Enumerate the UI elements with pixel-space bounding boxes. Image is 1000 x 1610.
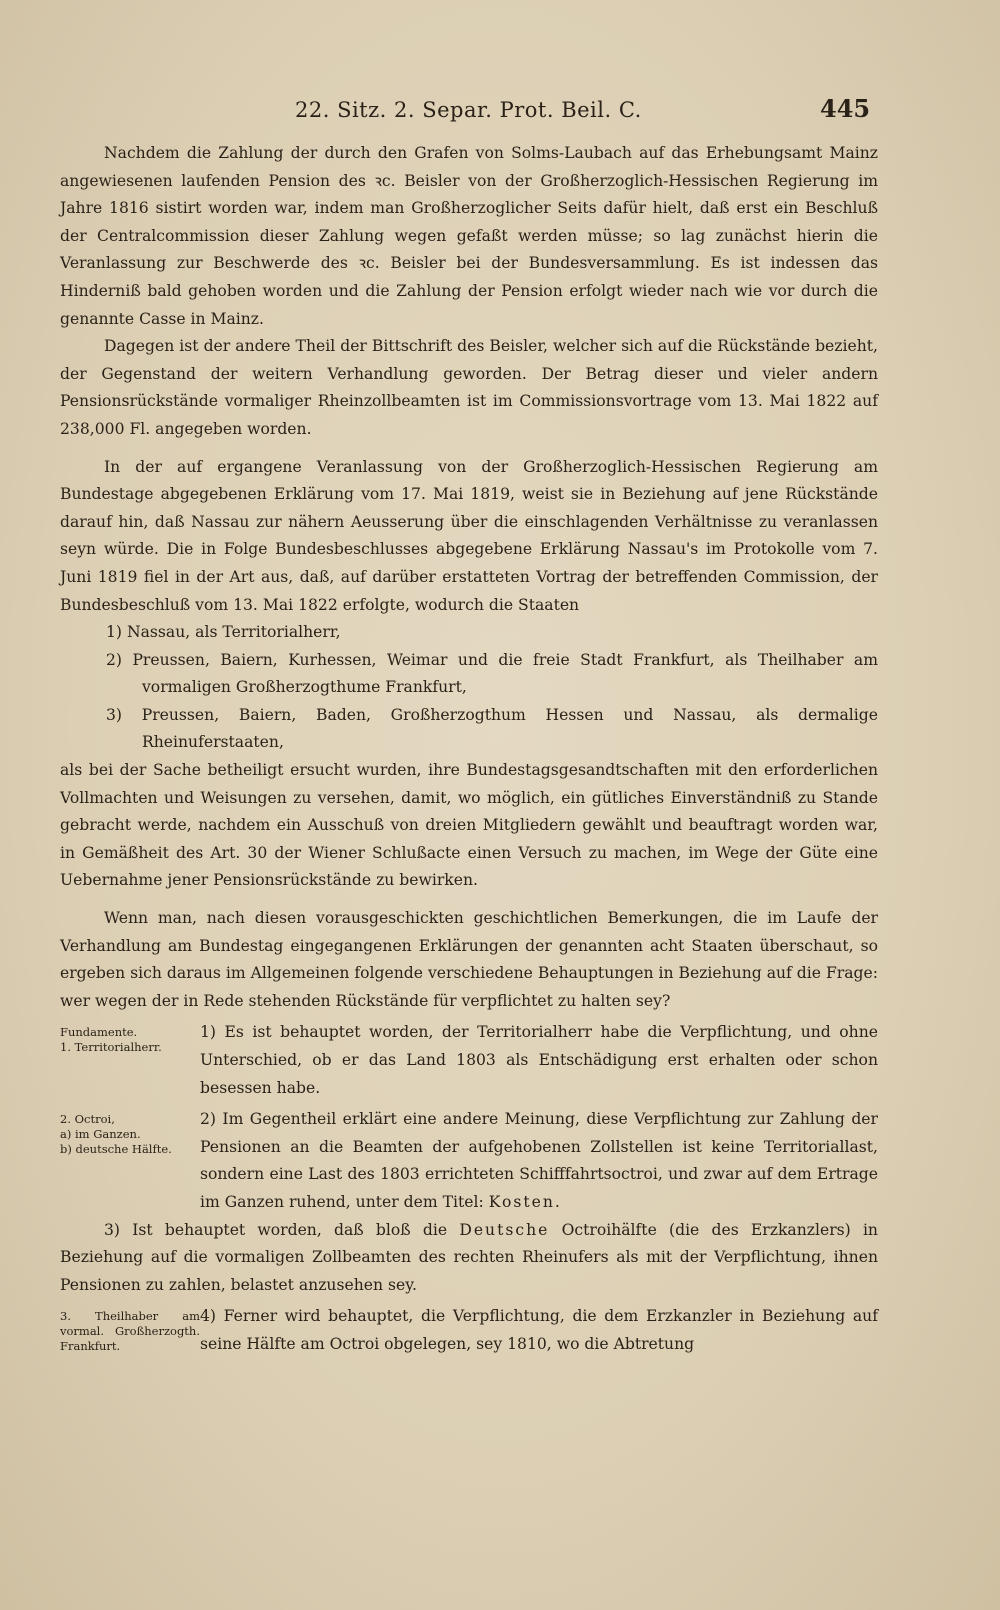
claim-4-block [60,1303,878,1358]
states-list [60,619,878,757]
claim-2-title: Kosten. [488,1192,562,1211]
margin-note-1: Fundamente. 1. Territorialherr. [60,1025,162,1055]
claim-1-text: 1) Es ist behauptet worden, der Territorialherr habe die Verpflichtung, und ohne Unterschied, ob er das Land 1803 als Entschädigung erst erhalten oder schon besessen habe. [200,1023,878,1097]
margin-note-3: 3. Theilhaber am vormal. Großherzogth. Frankfurt. [60,1309,200,1354]
claim-2-block [60,1106,878,1216]
list-item: 2) Preussen, Baiern, Kurhessen, Weimar und die freie Stadt Frankfurt, als Theilhaber am vormaligen Großherzogthume Frankfurt, [106,650,878,697]
paragraph-3: In der auf ergangene Veranlassung von der Großherzoglich-Hessischen Regierung am Bundestage abgegebenen Erklärung vom 17. Mai 1819, weist sie in Beziehung auf jene Rückstände darauf hin, daß Nassau zur nähern Aeusserung über die einschlagenden Verhältnisse zu veranlassen seyn würde. Die in Folge Bundesbeschlusses abgegebene Erklärung Nassau's im Protokolle vom 7. Juni 1819 fiel in der Art aus, daß, auf darüber erstatteten Vortrag der betreffenden Commission, der Bundesbeschluß vom 13. Mai 1822 erfolgte, wodurch die Staaten [60,457,878,614]
paragraph-6-start: 3) Ist behauptet worden, daß bloß die [104,1220,460,1239]
paragraph-2: Dagegen ist der andere Theil der Bittschrift des Beisler, welcher sich auf die Rückstände bezieht, der Gegenstand der weitern Verhandlung geworden. Der Betrag dieser und vieler andern Pensionsrückstände vormaliger Rheinzollbeamten ist im Commissionsvortrage vom 13. Mai 1822 auf 238,000 Fl. angegeben worden. [60,337,878,438]
claim-2-main: 2) Im Gegentheil erklärt eine andere Meinung, diese Verpflichtung zur Zahlung der Pensionen an die Beamten der aufgehobenen Zollstellen ist keine Territoriallast, sondern eine Last des 1803 errichteten Schifffahrtsoctroi, und zwar auf dem Ertrage im Ganzen ruhend, unter dem Titel: [200,1110,878,1211]
paragraph-5: Wenn man, nach diesen vorausgeschickten geschichtlichen Bemerkungen, die im Laufe der Verhandlung am Bundestag eingegangenen Erklärungen der genannten acht Staaten überschaut, so ergeben sich daraus im Allgemeinen folgende verschiedene Behauptungen in Beziehung auf die Frage: wer wegen der in Rede stehenden Rückstände für verpflichtet zu halten sey? [60,909,878,1010]
page-body [60,140,878,1359]
paragraph-4: als bei der Sache betheiligt ersucht wurden, ihre Bundestagsgesandtschaften mit den erforderlichen Vollmachten und Weisungen zu versehen, damit, wo möglich, ein gütliches Einverständniß zu Stande gebracht werde, nachdem ein Ausschuß von dreien Mitgliedern gewählt und beauftragt worden war, in Gemäßheit des Art. 30 der Wiener Schlußacte einen Versuch zu machen, im Wege der Güte eine Uebernahme jener Pensionsrückstände zu bewirken. [60,761,878,890]
page-header [0,94,1000,128]
claim-4-text: 4) Ferner wird behauptet, die Verpflichtung, die dem Erzkanzler in Beziehung auf seine Hälfte am Octroi obgelegen, sey 1810, wo die Abtretung [200,1307,878,1353]
list-item: 1) Nassau, als Territorialherr, [106,623,341,642]
page-number: 445 [820,94,871,123]
claim-2-text [200,1106,878,1216]
list-item: 3) Preussen, Baiern, Baden, Großherzogthum Hessen und Nassau, als dermalige Rheinuferstaaten, [106,705,878,752]
paragraph-6-emphasis: Deutsche [459,1220,550,1239]
paragraph-6-end: Octroihälfte (die des Erzkanzlers) in Beziehung auf die vormaligen Zollbeamten des rechten Rheinufers als mit der Verpflichtung, ihnen Pensionen zu zahlen, belastet anzusehen sey. [60,1220,878,1294]
claim-1-block [60,1019,878,1102]
paragraph-6 [60,1217,878,1300]
running-head: 22. Sitz. 2. Separ. Prot. Beil. C. [295,98,642,122]
margin-note-2: 2. Octroi, a) im Ganzen. b) deutsche Hälfte. [60,1112,172,1157]
paragraph-1: Nachdem die Zahlung der durch den Grafen von Solms-Laubach auf das Erhebungsamt Mainz angewiesenen laufenden Pension des ꝛc. Beisler von der Großherzoglich-Hessischen Regierung im Jahre 1816 sistirt worden war, indem man Großherzoglicher Seits dafür hielt, daß erst ein Beschluß der Centralcommission dieser Zahlung wegen gefaßt werden müsse; so lag zunächst hierin die Veranlassung zur Beschwerde des ꝛc. Beisler bei der Bundesversammlung. Es ist indessen das Hinderniß bald gehoben worden und die Zahlung der Pension erfolgt wieder nach wie vor durch die genannte Casse in Mainz. [60,144,878,328]
